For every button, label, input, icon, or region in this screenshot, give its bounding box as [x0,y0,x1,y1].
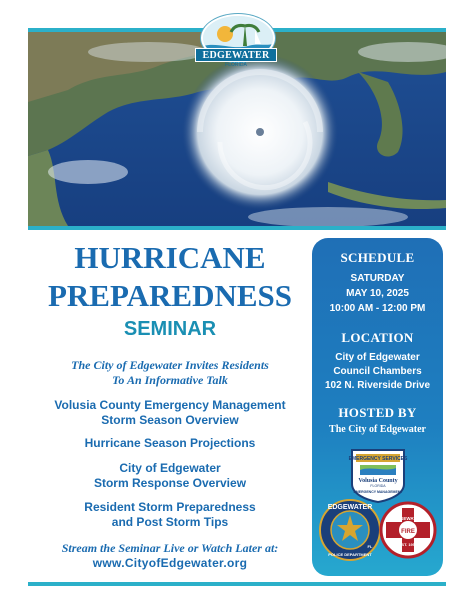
fire-badge-est: EST. 1951 [398,542,418,547]
topic-line-1: Hurricane Season Projections [84,436,256,450]
website-link[interactable]: www.CityofEdgewater.org [92,556,248,570]
logo-tagline: FLORIDA [225,62,247,68]
fire-badge-city: EDGEWATER [393,516,423,521]
schedule-time: 10:00 AM - 12:00 PM [329,303,426,314]
topic-line-2: and Post Storm Tips [111,515,229,529]
location-line-3: 102 N. Riverside Drive [324,380,431,391]
topic-line-1: Volusia County Emergency Management [54,398,286,412]
topic-item [30,436,310,451]
bottom-divider [28,582,446,586]
topic-line-2: Storm Response Overview [93,476,247,490]
emergency-badge-bottom: EMERGENCY MANAGEMENT [353,490,403,494]
emergency-badge-county: Volusia County [358,478,398,484]
schedule-heading: SCHEDULE [340,250,415,265]
location-line-1: City of Edgewater [335,352,420,363]
title-line-2: PREPAREDNESS [47,278,293,313]
police-badge-top: EDGEWATER [327,504,373,511]
topic-item [30,398,310,428]
hosted-heading: HOSTED BY [338,405,417,420]
emergency-badge-top: EMERGENCY SERVICES [348,456,408,462]
topic-line-1: Resident Storm Preparedness [84,500,256,514]
city-of-edgewater-logo [195,14,277,68]
logo-name: EDGEWATER [195,48,277,62]
police-badge-state: FL [367,544,373,549]
schedule-day: SATURDAY [350,273,405,284]
stream-text: Stream the Seminar Live or Watch Later at: [61,541,279,555]
emergency-badge-state: FLORIDA [370,484,386,488]
hosted-by: The City of Edgewater [329,424,426,435]
invite-text [30,358,310,388]
police-department-badge [318,498,382,562]
fire-badge-top: FIRE [401,529,415,535]
schedule-date: MAY 10, 2025 [346,288,409,299]
title-line-3: SEMINAR [123,318,217,340]
topic-item [30,500,310,530]
location-line-2: Council Chambers [333,366,422,377]
invite-line-2: To An Informative Talk [112,373,228,387]
title-line-1: HURRICANE [74,240,266,275]
topic-line-1: City of Edgewater [119,461,221,475]
police-badge-bottom: POLICE DEPARTMENT [328,552,372,557]
info-panel [312,238,443,576]
topic-line-2: Storm Season Overview [101,413,239,427]
location-heading: LOCATION [341,330,414,345]
invite-line-1: The City of Edgewater Invites Residents [71,358,269,372]
fire-department-badge [378,500,438,560]
topic-item [30,461,310,491]
middle-divider [28,226,446,230]
emergency-management-badge [346,444,410,504]
